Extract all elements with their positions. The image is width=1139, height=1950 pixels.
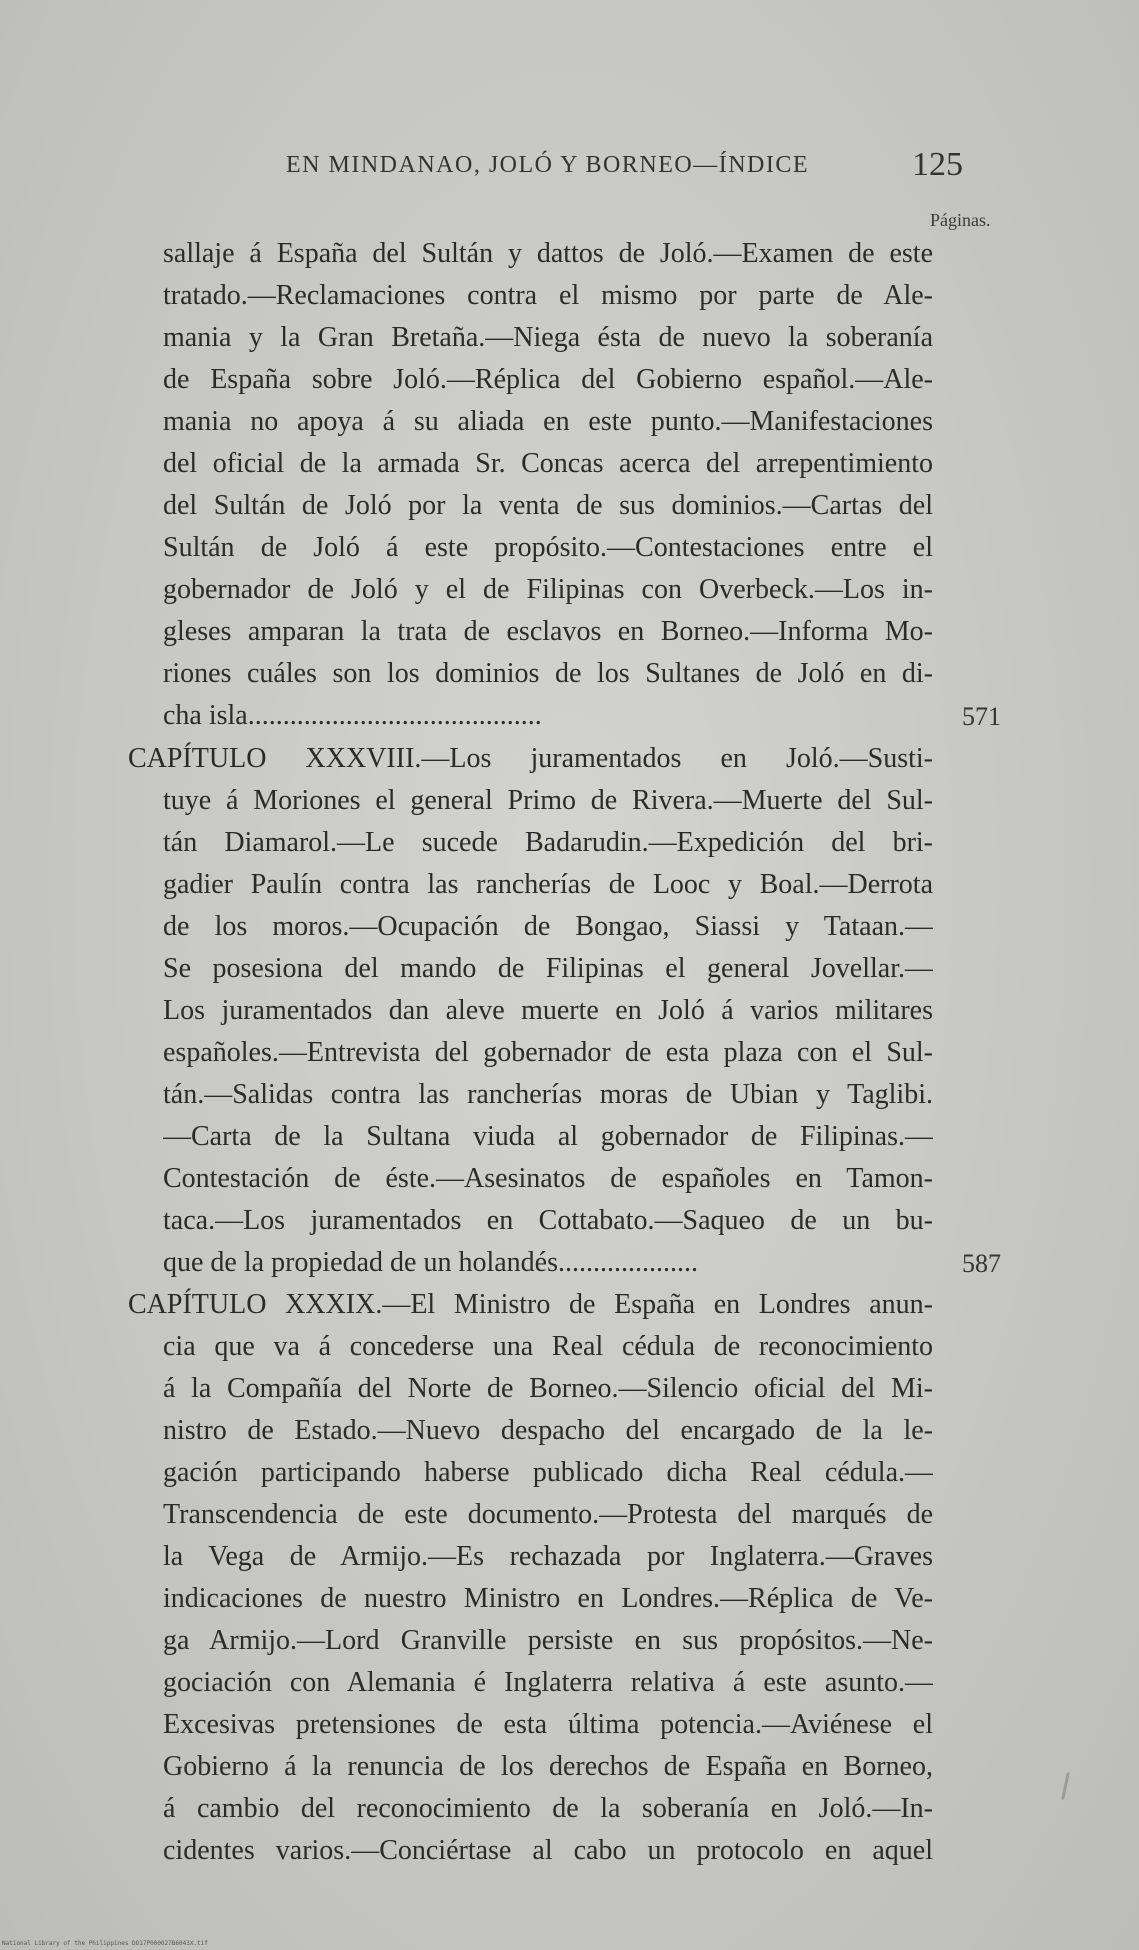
text-line: á cambio del reconocimiento de la soberanía en Joló.—In-: [163, 1793, 933, 1824]
text-line: gleses amparan la trata de esclavos en Borneo.—Informa Mo-: [163, 616, 933, 647]
text-line: mania no apoya á su aliada en este punto.—Manifestaciones: [163, 406, 933, 437]
text-line: gociación con Alemania é Inglaterra relativa á este asunto.—: [163, 1667, 933, 1698]
text-line: cidentes varios.—Conciértase al cabo un protocolo en aquel: [163, 1835, 933, 1866]
text-line: tán Diamarol.—Le sucede Badarudin.—Expedición del bri-: [163, 827, 933, 858]
text-line: —Carta de la Sultana viuda al gobernador de Filipinas.—: [163, 1121, 933, 1152]
chapter-heading-line: CAPÍTULO XXXIX.—El Ministro de España en Londres anun-: [128, 1289, 933, 1320]
text-line-with-leader: [163, 1245, 933, 1281]
text-line-with-leader: [163, 698, 933, 734]
text-line: Excesivas pretensiones de esta última potencia.—Aviénese el: [163, 1709, 933, 1740]
text-line: nistro de Estado.—Nuevo despacho del encargado de la le-: [163, 1415, 933, 1446]
text-line: cia que va á concederse una Real cédula de reconocimiento: [163, 1331, 933, 1362]
text-line: tuye á Moriones el general Primo de Rivera.—Muerte del Sul-: [163, 785, 933, 816]
page-number: 125: [912, 146, 963, 183]
text-line: ga Armijo.—Lord Granville persiste en sus propósitos.—Ne-: [163, 1625, 933, 1656]
text-line: gación participando haberse publicado dicha Real cédula.—: [163, 1457, 933, 1488]
text-line: riones cuáles son los dominios de los Sultanes de Joló en di-: [163, 658, 933, 689]
text-line: del Sultán de Joló por la venta de sus dominios.—Cartas del: [163, 490, 933, 521]
text-line: Gobierno á la renuncia de los derechos de España en Borneo,: [163, 1751, 933, 1782]
text-line: que de la propiedad de un holandés: [163, 1247, 558, 1278]
scan-footer: National Library of the Philippines DO17P000027B6043X.tif: [2, 1940, 208, 1947]
text-line: sallaje á España del Sultán y dattos de Joló.—Examen de este: [163, 238, 933, 269]
text-line: Transcendencia de este documento.—Protesta del marqués de: [163, 1499, 933, 1530]
text-line: taca.—Los juramentados en Cottabato.—Saqueo de un bu-: [163, 1205, 933, 1236]
text-line: del oficial de la armada Sr. Concas acerca del arrepentimiento: [163, 448, 933, 479]
text-line: gadier Paulín contra las rancherías de Looc y Boal.—Derrota: [163, 869, 933, 900]
page-reference: 571: [962, 702, 1001, 731]
running-head: EN MINDANAO, JOLÓ Y BORNEO—ÍNDICE: [286, 152, 810, 178]
text-line: gobernador de Joló y el de Filipinas con Overbeck.—Los in-: [163, 574, 933, 605]
text-line: á la Compañía del Norte de Borneo.—Silencio oficial del Mi-: [163, 1373, 933, 1404]
text-line: de los moros.—Ocupación de Bongao, Siassi y Tataan.—: [163, 911, 933, 942]
text-line: tratado.—Reclamaciones contra el mismo por parte de Ale-: [163, 280, 933, 311]
text-line: Sultán de Joló á este propósito.—Contestaciones entre el: [163, 532, 933, 563]
text-line: españoles.—Entrevista del gobernador de esta plaza con el Sul-: [163, 1037, 933, 1068]
text-line: Contestación de éste.—Asesinatos de españoles en Tamon-: [163, 1163, 933, 1194]
text-line: mania y la Gran Bretaña.—Niega ésta de nuevo la soberanía: [163, 322, 933, 353]
dot-leader: ....................: [557, 1247, 698, 1278]
text-line: indicaciones de nuestro Ministro en Londres.—Réplica de Ve-: [163, 1583, 933, 1614]
text-line: la Vega de Armijo.—Es rechazada por Inglaterra.—Graves: [163, 1541, 933, 1572]
dot-leader: ..........................................: [247, 700, 542, 731]
text-line: Se posesiona del mando de Filipinas el general Jovellar.—: [163, 953, 933, 984]
text-line: de España sobre Joló.—Réplica del Gobierno español.—Ale-: [163, 364, 933, 395]
text-line: cha isla: [163, 700, 248, 731]
text-line: tán.—Salidas contra las rancherías moras de Ubian y Taglibi.: [163, 1079, 933, 1110]
page-reference: 587: [962, 1249, 1001, 1278]
chapter-heading-line: CAPÍTULO XXXVIII.—Los juramentados en Joló.—Susti-: [128, 743, 933, 774]
paginas-label: Páginas.: [930, 210, 991, 230]
text-line: Los juramentados dan aleve muerte en Joló á varios militares: [163, 995, 933, 1026]
